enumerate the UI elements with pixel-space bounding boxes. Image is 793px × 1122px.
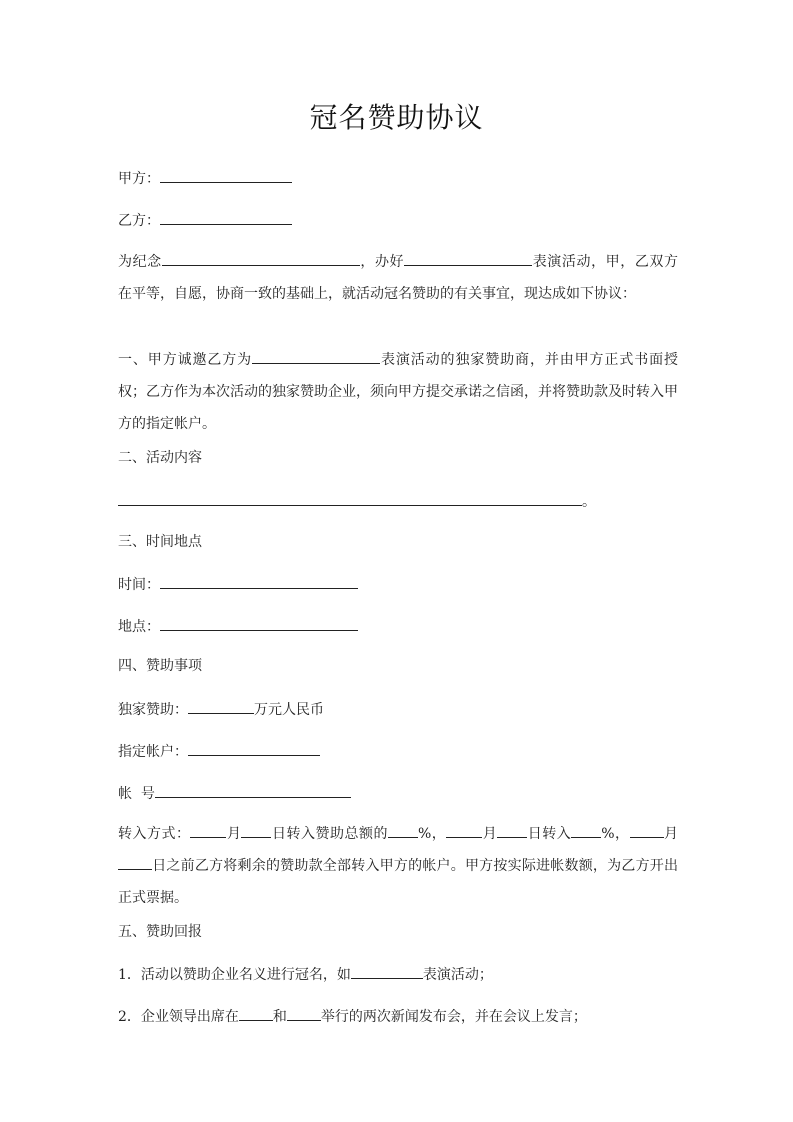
commemorate-blank[interactable] [162, 251, 360, 266]
document-title: 冠名赞助协议 [309, 101, 484, 134]
account-line [118, 741, 320, 762]
reward-2-text-2: 和 [272, 1009, 287, 1025]
reward-1-text-2: 表演活动； [422, 967, 493, 983]
percent-1-blank[interactable] [388, 823, 418, 838]
intro-text-3: 表演活动，甲，乙双方在平等，自愿，协商一致的基础上，就活动冠名赞助的有关事宜，现达成如下协议： [118, 254, 679, 302]
month-3-blank[interactable] [630, 823, 664, 838]
section-1-paragraph [118, 344, 678, 440]
reward-2-text-3: 举行的两次新闻发布会，并在会议上发言； [320, 1009, 587, 1025]
place-line [118, 616, 358, 637]
sponsor-event-blank[interactable] [252, 349, 380, 364]
exclusive-label: 独家赞助： [118, 702, 188, 718]
section-4-heading: 四、赞助事项 [118, 658, 202, 674]
party-a-label: 甲方： [118, 171, 160, 187]
reward-2-text-1: 2．企业领导出席在 [118, 1009, 239, 1025]
section-1-text-2: 表演活动的独家赞助商，并由甲方正式书面授权；乙方作为本次活动的独家赞助企业，须向甲方提交承诺之信函，并将赞助款及时转入甲方的指定帐户。 [118, 352, 679, 432]
account-blank[interactable] [188, 741, 320, 756]
activity-content-tail: 。 [582, 494, 596, 510]
reward-1-text-1: 1．活动以赞助企业名义进行冠名，如 [118, 967, 351, 983]
account-number-label: 帐 号 [118, 786, 155, 802]
transfer-text-5: 月 [482, 826, 498, 842]
transfer-text-8: 月 [663, 826, 679, 842]
transfer-text-9: 日之前乙方将剩余的赞助款全部转入甲方的帐户。甲方按实际进帐数额，为乙方开出正式票据。 [118, 858, 678, 906]
account-label: 指定帐户： [118, 744, 188, 760]
event-name-blank[interactable] [404, 251, 532, 266]
day-3-blank[interactable] [118, 855, 152, 870]
transfer-text-1: 转入方式： [118, 826, 191, 842]
reward-item-1 [118, 964, 493, 985]
transfer-paragraph [118, 818, 678, 914]
party-b-label: 乙方： [118, 213, 160, 229]
place-blank[interactable] [160, 616, 358, 631]
party-a-blank[interactable] [160, 168, 292, 183]
transfer-text-7: %， [601, 826, 630, 842]
time-label: 时间： [118, 577, 160, 593]
activity-content-blank[interactable] [118, 491, 582, 506]
press-conf-2-blank[interactable] [287, 1006, 321, 1021]
intro-text-2: ，办好 [359, 254, 405, 270]
section-3-heading: 三、时间地点 [118, 534, 202, 550]
transfer-text-2: 月 [226, 826, 242, 842]
amount-unit: 万元人民币 [254, 702, 324, 718]
press-conf-1-blank[interactable] [239, 1006, 273, 1021]
account-number-blank[interactable] [155, 783, 351, 798]
party-b-line [118, 210, 292, 231]
place-label: 地点： [118, 619, 160, 635]
time-blank[interactable] [160, 574, 358, 589]
section-5-heading: 五、赞助回报 [118, 924, 202, 940]
day-2-blank[interactable] [497, 823, 527, 838]
intro-paragraph [118, 246, 678, 310]
naming-blank[interactable] [351, 964, 423, 979]
intro-text-1: 为纪念 [118, 254, 162, 270]
section-2-heading: 二、活动内容 [118, 450, 202, 466]
party-b-blank[interactable] [160, 210, 292, 225]
day-1-blank[interactable] [241, 823, 271, 838]
transfer-text-3: 日转入赞助总额的 [271, 826, 388, 842]
month-2-blank[interactable] [446, 823, 482, 838]
exclusive-sponsor-line [118, 699, 324, 720]
activity-content-line [118, 491, 596, 512]
account-number-line [118, 783, 351, 804]
transfer-text-4: %， [417, 826, 447, 842]
party-a-line [118, 168, 292, 189]
time-line [118, 574, 358, 595]
transfer-text-6: 日转入 [527, 826, 572, 842]
section-1-text-1: 一、甲方诚邀乙方为 [118, 352, 253, 368]
month-1-blank[interactable] [190, 823, 226, 838]
reward-item-2 [118, 1006, 587, 1027]
amount-blank[interactable] [188, 699, 254, 714]
percent-2-blank[interactable] [571, 823, 601, 838]
